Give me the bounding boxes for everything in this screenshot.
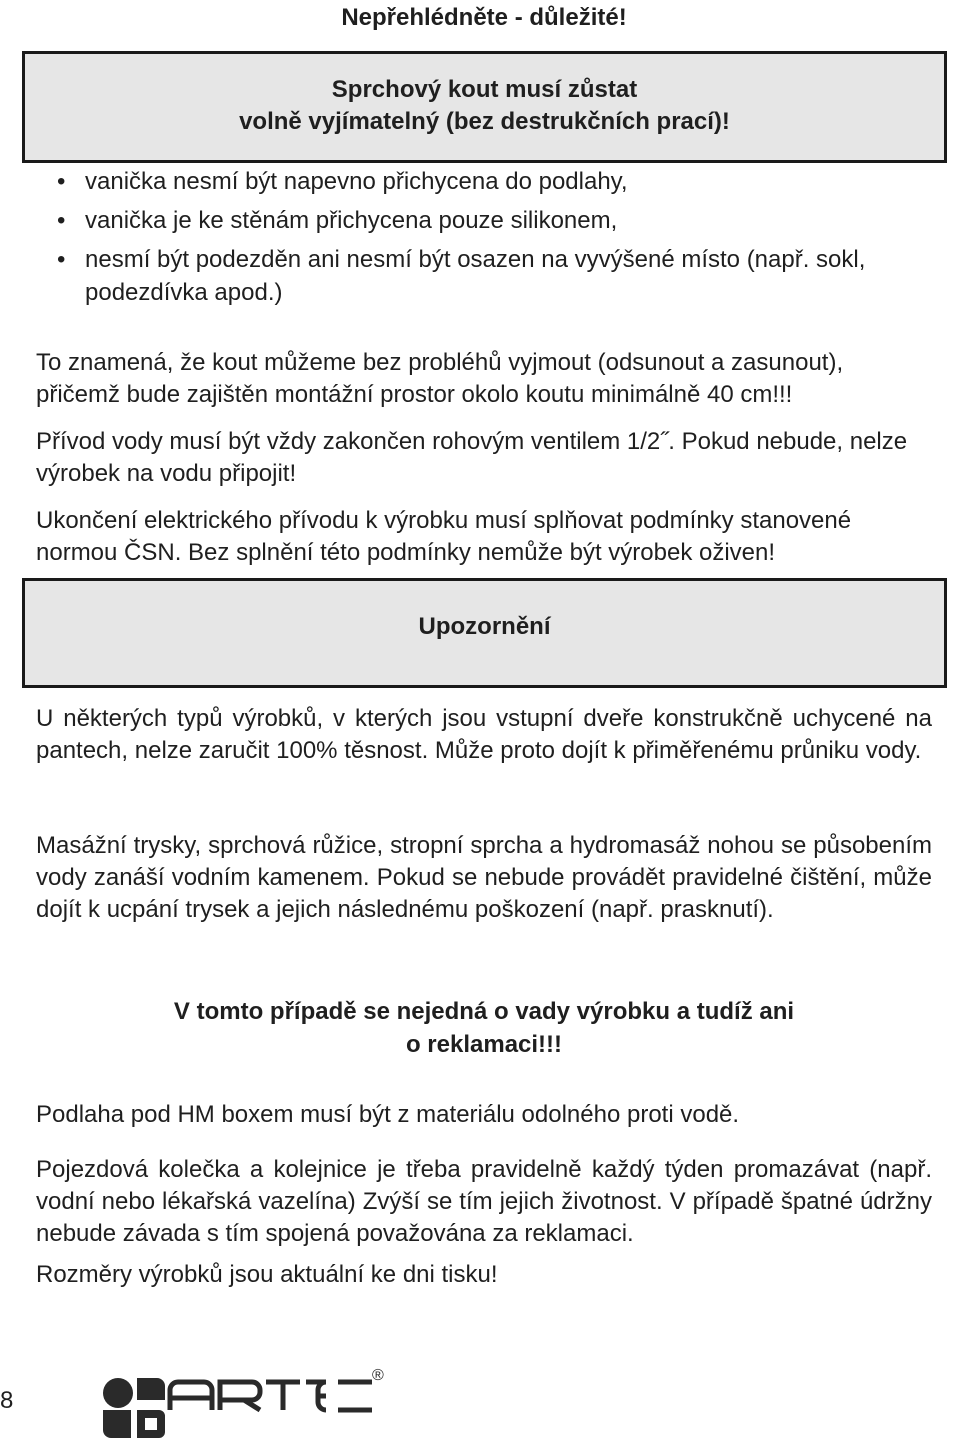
artec-logo xyxy=(100,1362,390,1446)
paragraph-elektro: Ukončení elektrického přívodu k výrobku musí splňovat podmínky stanovené normou ČSN. Bez splnění této podmínky nemůže být výrobek oživen! xyxy=(36,507,852,566)
paragraph-voda: Přívod vody musí být vždy zakončen rohovým ventilem 1/2˝. Pokud nebude, nelze výrobek na vodu připojit! xyxy=(36,428,908,487)
bullet-icon: • xyxy=(57,207,66,234)
warning-box xyxy=(22,578,947,688)
paragraph-kout: To znamená, že kout můžeme bez probléhů vyjmout (odsunout a zasunout), přičemž bude zajištěn montážní prostor okolo koutu minimálně 40 cm!!! xyxy=(36,349,844,408)
paragraph-rozmery: Rozměry výrobků jsou aktuální ke dni tisku! xyxy=(36,1261,498,1288)
paragraph-kolecka: Pojezdová kolečka a kolejnice je třeba pravidelně každý týden promazávat (např. vodní nebo lékařská vazelína) Zvýší se tím jejich životnost. V případě špatné údržny nebude závada s tím spojená považována za reklamaci. xyxy=(36,1156,932,1247)
warning-line1: V tomto případě se nejedná o vady výrobku a tudíž ani xyxy=(173,998,795,1025)
warning-line2: o reklamaci!!! xyxy=(405,1031,563,1058)
artec-logo-mark-icon xyxy=(103,1378,165,1438)
warning-box-title: Upozornění xyxy=(418,613,551,640)
list-item: • nesmí být podezděn ani nesmí být osazen na vyvýšené místo (např. sokl, podezdívka apod.) xyxy=(55,243,915,309)
bullet-icon: • xyxy=(57,168,66,195)
notice-box-line2: volně vyjímatelný (bez destrukčních prací)! xyxy=(239,108,730,135)
paragraph-masaz: Masážní trysky, sprchová růžice, stropní sprcha a hydromasáž nohou se působením vody zanáší vodním kamenem. Pokud se nebude provádět pravidelné čištění, může dojít k ucpání trysek a jejich následnému poškození (např. prasknutí). xyxy=(36,832,932,923)
registered-mark: ® xyxy=(372,1367,384,1384)
paragraph-dvere: U některých typů výrobků, v kterých jsou vstupní dveře konstrukčně uchycené na pantech, nelze zaručit 100% těsnost. Může proto dojít k přiměřenému průniku vody. xyxy=(36,705,932,764)
requirements-list xyxy=(55,165,915,315)
artec-logo-lettering xyxy=(170,1382,372,1410)
paragraph-podlaha: Podlaha pod HM boxem musí být z materiálu odolného proti vodě. xyxy=(36,1101,740,1128)
top-heading: Nepřehlédněte - důležité! xyxy=(341,4,627,31)
list-item: • vanička nesmí být napevno přichycena do podlahy, xyxy=(55,165,915,198)
page-number: 8 xyxy=(0,1387,14,1414)
list-item: • vanička je ke stěnám přichycena pouze silikonem, xyxy=(55,204,915,237)
notice-box-line1: Sprchový kout musí zůstat xyxy=(331,76,638,103)
bullet-icon: • xyxy=(57,246,66,273)
notice-box xyxy=(22,51,947,163)
